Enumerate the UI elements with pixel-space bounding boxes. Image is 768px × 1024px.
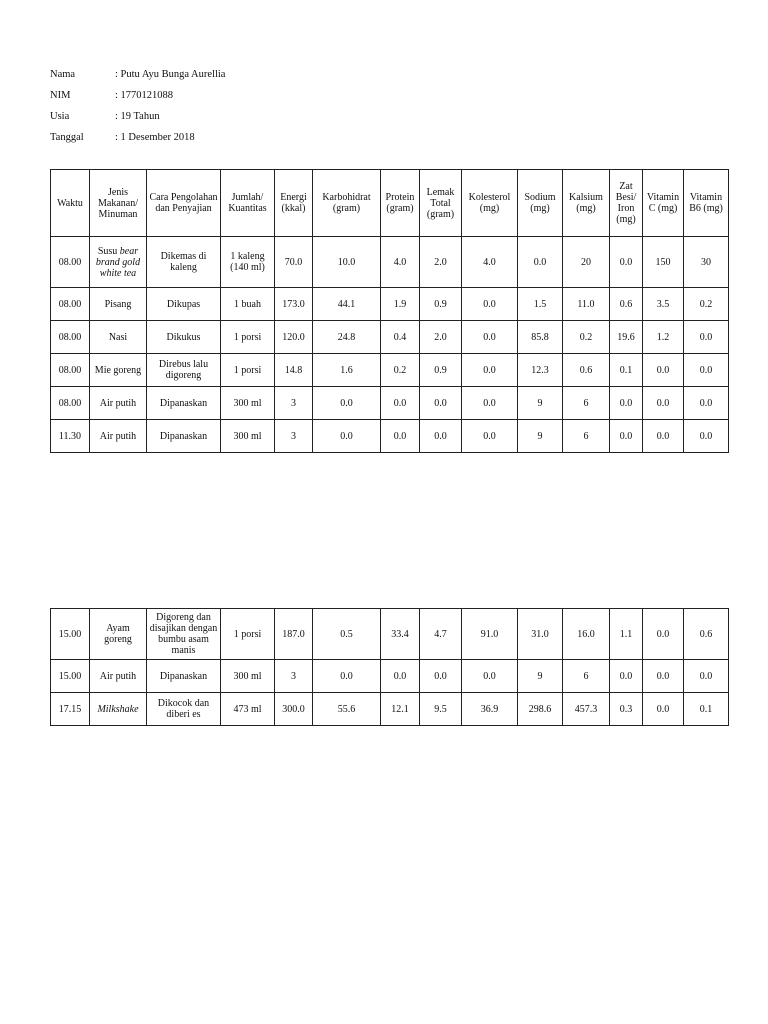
cell-kalsium: 6 — [563, 387, 610, 420]
info-row-nama — [50, 64, 225, 85]
cell-vitamin-b6: 0.0 — [684, 387, 729, 420]
cell-energi: 14.8 — [275, 354, 313, 387]
cell-karbohidrat: 1.6 — [313, 354, 381, 387]
cell-protein: 0.0 — [381, 420, 420, 453]
table-row — [51, 387, 729, 420]
cell-karbohidrat: 55.6 — [313, 693, 381, 726]
header-cell: Energi (kkal) — [275, 170, 313, 237]
cell-energi: 120.0 — [275, 321, 313, 354]
cell-besi: 0.0 — [610, 237, 643, 288]
cell-waktu: 17.15 — [51, 693, 90, 726]
cell-sodium: 9 — [518, 420, 563, 453]
cell-vitamin-c: 0.0 — [643, 660, 684, 693]
cell-sodium: 12.3 — [518, 354, 563, 387]
cell-energi: 70.0 — [275, 237, 313, 288]
cell-protein: 0.0 — [381, 387, 420, 420]
table-row — [51, 288, 729, 321]
cell-jenis: Air putih — [90, 420, 147, 453]
cell-lemak: 0.0 — [420, 387, 462, 420]
cell-protein: 0.2 — [381, 354, 420, 387]
cell-karbohidrat: 0.5 — [313, 609, 381, 660]
cell-vitamin-b6: 0.0 — [684, 660, 729, 693]
cell-kolesterol: 0.0 — [462, 321, 518, 354]
cell-karbohidrat: 44.1 — [313, 288, 381, 321]
cell-lemak: 2.0 — [420, 321, 462, 354]
info-label: NIM — [50, 90, 71, 101]
cell-jumlah: 300 ml — [221, 660, 275, 693]
cell-jumlah: 300 ml — [221, 420, 275, 453]
info-value: : 19 Tahun — [115, 111, 160, 122]
cell-waktu: 08.00 — [51, 387, 90, 420]
cell-jumlah: 473 ml — [221, 693, 275, 726]
cell-lemak: 0.0 — [420, 420, 462, 453]
cell-vitamin-b6: 0.1 — [684, 693, 729, 726]
table-row — [51, 693, 729, 726]
cell-waktu: 08.00 — [51, 321, 90, 354]
cell-vitamin-b6: 0.6 — [684, 609, 729, 660]
cell-lemak: 0.0 — [420, 660, 462, 693]
cell-protein: 12.1 — [381, 693, 420, 726]
cell-besi: 0.0 — [610, 420, 643, 453]
cell-energi: 3 — [275, 387, 313, 420]
info-row-usia — [50, 106, 225, 127]
cell-kalsium: 6 — [563, 420, 610, 453]
info-value: : 1770121088 — [115, 90, 174, 101]
cell-jenis: Air putih — [90, 660, 147, 693]
header-cell: Jenis Makanan/ Minuman — [90, 170, 147, 237]
cell-waktu: 08.00 — [51, 288, 90, 321]
food-intake-table-continued — [50, 608, 729, 726]
cell-protein: 0.4 — [381, 321, 420, 354]
cell-waktu: 11.30 — [51, 420, 90, 453]
cell-lemak: 4.7 — [420, 609, 462, 660]
info-label: Tanggal — [50, 132, 84, 143]
table-row — [51, 237, 729, 288]
cell-kalsium: 457.3 — [563, 693, 610, 726]
cell-energi: 187.0 — [275, 609, 313, 660]
cell-jenis: Nasi — [90, 321, 147, 354]
cell-karbohidrat: 0.0 — [313, 420, 381, 453]
cell-waktu: 08.00 — [51, 237, 90, 288]
cell-vitamin-c: 150 — [643, 237, 684, 288]
cell-waktu: 15.00 — [51, 660, 90, 693]
cell-karbohidrat: 24.8 — [313, 321, 381, 354]
header-cell: Protein (gram) — [381, 170, 420, 237]
cell-kolesterol: 0.0 — [462, 288, 518, 321]
cell-energi: 173.0 — [275, 288, 313, 321]
cell-cara: Digoreng dan disajikan dengan bumbu asam manis — [147, 609, 221, 660]
cell-energi: 3 — [275, 660, 313, 693]
header-cell: Waktu — [51, 170, 90, 237]
cell-waktu: 15.00 — [51, 609, 90, 660]
header-cell: Kalsium (mg) — [563, 170, 610, 237]
table-row — [51, 609, 729, 660]
header-cell: Lemak Total (gram) — [420, 170, 462, 237]
cell-sodium: 85.8 — [518, 321, 563, 354]
header-cell: Jumlah/ Kuantitas — [221, 170, 275, 237]
cell-energi: 300.0 — [275, 693, 313, 726]
cell-kalsium: 0.2 — [563, 321, 610, 354]
cell-lemak: 2.0 — [420, 237, 462, 288]
cell-kalsium: 0.6 — [563, 354, 610, 387]
cell-vitamin-c: 3.5 — [643, 288, 684, 321]
cell-cara: Dipanaskan — [147, 660, 221, 693]
cell-besi: 1.1 — [610, 609, 643, 660]
cell-vitamin-c: 0.0 — [643, 354, 684, 387]
cell-kolesterol: 91.0 — [462, 609, 518, 660]
cell-protein: 1.9 — [381, 288, 420, 321]
cell-cara: Dikemas di kaleng — [147, 237, 221, 288]
cell-lemak: 0.9 — [420, 288, 462, 321]
table-header-row — [51, 170, 729, 237]
header-cell: Kolesterol (mg) — [462, 170, 518, 237]
info-value: : 1 Desember 2018 — [115, 132, 195, 143]
cell-besi: 0.3 — [610, 693, 643, 726]
cell-jumlah: 1 buah — [221, 288, 275, 321]
cell-kalsium: 20 — [563, 237, 610, 288]
cell-cara: Dikupas — [147, 288, 221, 321]
cell-vitamin-b6: 0.2 — [684, 288, 729, 321]
info-value: : Putu Ayu Bunga Aurellia — [115, 69, 226, 80]
student-info — [50, 64, 225, 148]
info-label: Nama — [50, 69, 76, 80]
cell-jenis: Air putih — [90, 387, 147, 420]
cell-sodium: 298.6 — [518, 693, 563, 726]
cell-protein: 33.4 — [381, 609, 420, 660]
cell-cara: Dipanaskan — [147, 420, 221, 453]
info-row-nim — [50, 85, 225, 106]
cell-vitamin-b6: 30 — [684, 237, 729, 288]
cell-kolesterol: 4.0 — [462, 237, 518, 288]
cell-kolesterol: 0.0 — [462, 387, 518, 420]
cell-energi: 3 — [275, 420, 313, 453]
table-row — [51, 660, 729, 693]
food-intake-table — [50, 169, 729, 453]
cell-vitamin-c: 0.0 — [643, 609, 684, 660]
header-cell: Cara Pengolahan dan Penyajian — [147, 170, 221, 237]
jenis-text: Susu — [97, 245, 118, 257]
info-row-tanggal — [50, 127, 225, 148]
cell-besi: 0.0 — [610, 387, 643, 420]
cell-sodium: 1.5 — [518, 288, 563, 321]
cell-cara: Dikukus — [147, 321, 221, 354]
header-cell: Vitamin B6 (mg) — [684, 170, 729, 237]
cell-cara: Dikocok dan diberi es — [147, 693, 221, 726]
cell-sodium: 31.0 — [518, 609, 563, 660]
cell-kolesterol: 36.9 — [462, 693, 518, 726]
cell-besi: 0.1 — [610, 354, 643, 387]
cell-lemak: 0.9 — [420, 354, 462, 387]
cell-protein: 4.0 — [381, 237, 420, 288]
header-cell: Karbohidrat (gram) — [313, 170, 381, 237]
cell-cara: Dipanaskan — [147, 387, 221, 420]
cell-besi: 0.6 — [610, 288, 643, 321]
cell-sodium: 9 — [518, 660, 563, 693]
cell-kolesterol: 0.0 — [462, 420, 518, 453]
cell-jumlah: 1 porsi — [221, 609, 275, 660]
table-row — [51, 354, 729, 387]
cell-vitamin-b6: 0.0 — [684, 420, 729, 453]
table-row — [51, 321, 729, 354]
cell-sodium: 9 — [518, 387, 563, 420]
cell-jumlah: 300 ml — [221, 387, 275, 420]
cell-lemak: 9.5 — [420, 693, 462, 726]
cell-vitamin-b6: 0.0 — [684, 321, 729, 354]
cell-vitamin-c: 0.0 — [643, 387, 684, 420]
cell-kalsium: 16.0 — [563, 609, 610, 660]
cell-kalsium: 11.0 — [563, 288, 610, 321]
info-label: Usia — [50, 111, 70, 122]
cell-vitamin-c: 0.0 — [643, 693, 684, 726]
jenis-italic-text: bear brand gold white tea — [95, 245, 141, 279]
cell-karbohidrat: 0.0 — [313, 660, 381, 693]
cell-jenis — [90, 693, 147, 726]
table-row — [51, 420, 729, 453]
cell-vitamin-c: 0.0 — [643, 420, 684, 453]
cell-waktu: 08.00 — [51, 354, 90, 387]
cell-kolesterol: 0.0 — [462, 354, 518, 387]
cell-jumlah: 1 porsi — [221, 354, 275, 387]
cell-vitamin-c: 1.2 — [643, 321, 684, 354]
cell-jenis: Mie goreng — [90, 354, 147, 387]
cell-jenis — [90, 237, 147, 288]
cell-karbohidrat: 10.0 — [313, 237, 381, 288]
cell-kalsium: 6 — [563, 660, 610, 693]
header-cell: Sodium (mg) — [518, 170, 563, 237]
header-cell: Vitamin C (mg) — [643, 170, 684, 237]
cell-protein: 0.0 — [381, 660, 420, 693]
cell-kolesterol: 0.0 — [462, 660, 518, 693]
cell-cara: Direbus lalu digoreng — [147, 354, 221, 387]
header-cell: Zat Besi/ Iron (mg) — [610, 170, 643, 237]
cell-besi: 19.6 — [610, 321, 643, 354]
cell-vitamin-b6: 0.0 — [684, 354, 729, 387]
cell-jenis: Ayam goreng — [90, 609, 147, 660]
cell-sodium: 0.0 — [518, 237, 563, 288]
cell-besi: 0.0 — [610, 660, 643, 693]
cell-karbohidrat: 0.0 — [313, 387, 381, 420]
jenis-italic-text: Milkshake — [97, 703, 139, 715]
cell-jumlah: 1 porsi — [221, 321, 275, 354]
cell-jenis: Pisang — [90, 288, 147, 321]
cell-jumlah: 1 kaleng (140 ml) — [221, 237, 275, 288]
